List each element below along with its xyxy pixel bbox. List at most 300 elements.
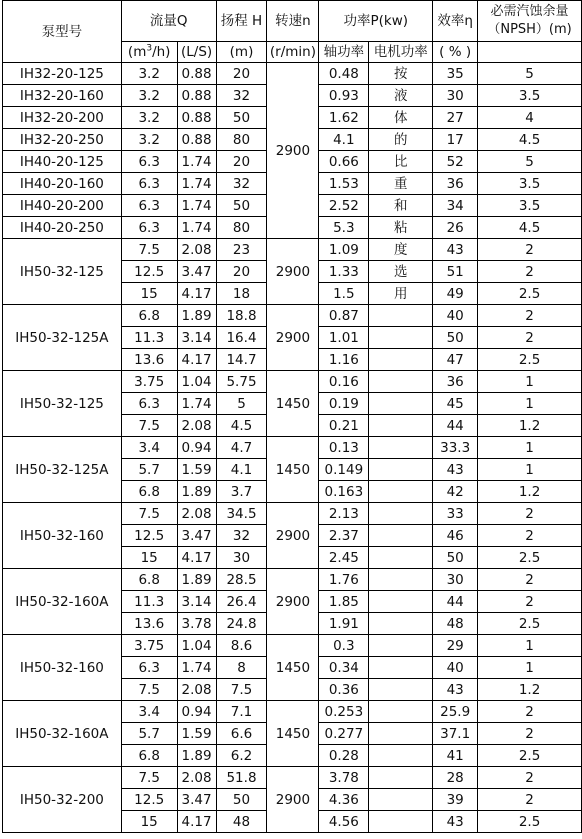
flow-ls-cell: 4.17	[177, 547, 216, 569]
head-cell: 20	[216, 63, 267, 85]
shaft-power-cell: 1.62	[319, 107, 369, 129]
npsh-cell: 3.5	[478, 85, 582, 107]
table-row	[3, 239, 582, 261]
npsh-cell: 1	[478, 371, 582, 393]
flow-ls-cell: 2.08	[177, 503, 216, 525]
shaft-power-cell: 0.21	[319, 415, 369, 437]
motor-power-cell	[369, 393, 433, 415]
flow-m3h-cell: 12.5	[121, 525, 177, 547]
head-cell: 6.6	[216, 723, 267, 745]
speed-cell: 2900	[267, 63, 319, 239]
flow-ls-cell: 3.47	[177, 789, 216, 811]
shaft-power-cell: 1.5	[319, 283, 369, 305]
header-speed: 转速n	[267, 1, 319, 42]
head-cell: 50	[216, 107, 267, 129]
efficiency-cell: 43	[433, 239, 478, 261]
motor-power-cell: 按	[369, 63, 433, 85]
motor-power-cell	[369, 811, 433, 833]
motor-power-cell: 液	[369, 85, 433, 107]
model-cell: IH50-32-125A	[3, 305, 122, 371]
shaft-power-cell: 0.66	[319, 151, 369, 173]
npsh-cell: 1.2	[478, 481, 582, 503]
shaft-power-cell: 0.48	[319, 63, 369, 85]
head-cell: 28.5	[216, 569, 267, 591]
npsh-cell: 2	[478, 305, 582, 327]
model-cell: IH32-20-160	[3, 85, 122, 107]
shaft-power-cell: 1.76	[319, 569, 369, 591]
efficiency-cell: 49	[433, 283, 478, 305]
motor-power-cell	[369, 591, 433, 613]
efficiency-cell: 50	[433, 327, 478, 349]
efficiency-cell: 40	[433, 305, 478, 327]
npsh-cell: 4	[478, 107, 582, 129]
shaft-power-cell: 1.09	[319, 239, 369, 261]
header-head: 扬程 H	[216, 1, 267, 42]
shaft-power-cell: 2.37	[319, 525, 369, 547]
flow-ls-cell: 0.88	[177, 63, 216, 85]
efficiency-cell: 45	[433, 393, 478, 415]
head-cell: 4.7	[216, 437, 267, 459]
shaft-power-cell: 0.34	[319, 657, 369, 679]
flow-m3h-cell: 3.2	[121, 129, 177, 151]
model-cell: IH50-32-200	[3, 767, 122, 833]
head-cell: 4.5	[216, 415, 267, 437]
flow-ls-cell: 2.08	[177, 679, 216, 701]
table-row	[3, 437, 582, 459]
table-row	[3, 63, 582, 85]
head-cell: 14.7	[216, 349, 267, 371]
efficiency-cell: 26	[433, 217, 478, 239]
efficiency-cell: 52	[433, 151, 478, 173]
efficiency-cell: 36	[433, 371, 478, 393]
flow-m3h-cell: 7.5	[121, 415, 177, 437]
motor-power-cell	[369, 481, 433, 503]
flow-ls-cell: 1.59	[177, 459, 216, 481]
head-cell: 26.4	[216, 591, 267, 613]
model-cell: IH32-20-250	[3, 129, 122, 151]
head-cell: 20	[216, 151, 267, 173]
table-row	[3, 371, 582, 393]
npsh-cell: 2.5	[478, 745, 582, 767]
head-cell: 3.7	[216, 481, 267, 503]
shaft-power-cell: 1.16	[319, 349, 369, 371]
header-flow-unit-ls: (L/S)	[177, 42, 216, 63]
efficiency-cell: 36	[433, 173, 478, 195]
flow-m3h-cell: 7.5	[121, 679, 177, 701]
npsh-cell: 1	[478, 393, 582, 415]
flow-ls-cell: 1.89	[177, 481, 216, 503]
shaft-power-cell: 4.1	[319, 129, 369, 151]
flow-m3h-cell: 3.2	[121, 85, 177, 107]
shaft-power-cell: 2.52	[319, 195, 369, 217]
npsh-cell: 2	[478, 723, 582, 745]
flow-m3h-cell: 6.3	[121, 151, 177, 173]
flow-ls-cell: 3.47	[177, 261, 216, 283]
motor-power-cell: 选	[369, 261, 433, 283]
efficiency-cell: 37.1	[433, 723, 478, 745]
npsh-cell: 2	[478, 701, 582, 723]
model-cell: IH50-32-125A	[3, 437, 122, 503]
model-cell: IH32-20-125	[3, 63, 122, 85]
flow-unit-sup: 3	[146, 43, 153, 54]
motor-power-cell	[369, 723, 433, 745]
shaft-power-cell: 1.85	[319, 591, 369, 613]
header-head-unit: (m)	[216, 42, 267, 63]
table-row	[3, 635, 582, 657]
npsh-cell: 1	[478, 437, 582, 459]
flow-ls-cell: 0.88	[177, 107, 216, 129]
efficiency-cell: 42	[433, 481, 478, 503]
efficiency-cell: 41	[433, 745, 478, 767]
flow-ls-cell: 1.04	[177, 635, 216, 657]
flow-ls-cell: 4.17	[177, 349, 216, 371]
npsh-cell: 2	[478, 767, 582, 789]
shaft-power-cell: 0.13	[319, 437, 369, 459]
npsh-cell: 3.5	[478, 195, 582, 217]
header-row-top	[3, 1, 582, 42]
speed-cell: 2900	[267, 767, 319, 833]
npsh-cell: 2	[478, 327, 582, 349]
flow-m3h-cell: 3.2	[121, 63, 177, 85]
efficiency-cell: 17	[433, 129, 478, 151]
motor-power-cell	[369, 327, 433, 349]
speed-cell: 2900	[267, 503, 319, 569]
shaft-power-cell: 0.93	[319, 85, 369, 107]
head-cell: 48	[216, 811, 267, 833]
efficiency-cell: 25.9	[433, 701, 478, 723]
table-row	[3, 305, 582, 327]
flow-m3h-cell: 3.75	[121, 635, 177, 657]
motor-power-cell: 重	[369, 173, 433, 195]
npsh-cell: 2.5	[478, 283, 582, 305]
model-cell: IH32-20-200	[3, 107, 122, 129]
speed-cell: 1450	[267, 371, 319, 437]
shaft-power-cell: 4.36	[319, 789, 369, 811]
head-cell: 32	[216, 525, 267, 547]
efficiency-cell: 27	[433, 107, 478, 129]
npsh-cell: 2.5	[478, 547, 582, 569]
npsh-cell: 2	[478, 569, 582, 591]
flow-ls-cell: 3.78	[177, 613, 216, 635]
flow-ls-cell: 4.17	[177, 811, 216, 833]
flow-m3h-cell: 3.2	[121, 107, 177, 129]
efficiency-cell: 29	[433, 635, 478, 657]
efficiency-cell: 47	[433, 349, 478, 371]
head-cell: 20	[216, 261, 267, 283]
head-cell: 5.75	[216, 371, 267, 393]
shaft-power-cell: 0.28	[319, 745, 369, 767]
npsh-cell: 2	[478, 525, 582, 547]
shaft-power-cell: 0.253	[319, 701, 369, 723]
flow-m3h-cell: 15	[121, 283, 177, 305]
npsh-cell: 4.5	[478, 217, 582, 239]
npsh-cell: 3.5	[478, 173, 582, 195]
flow-m3h-cell: 6.3	[121, 393, 177, 415]
speed-cell: 2900	[267, 305, 319, 371]
shaft-power-cell: 0.149	[319, 459, 369, 481]
shaft-power-cell: 0.87	[319, 305, 369, 327]
flow-ls-cell: 1.59	[177, 723, 216, 745]
flow-m3h-cell: 11.3	[121, 591, 177, 613]
flow-m3h-cell: 7.5	[121, 767, 177, 789]
head-cell: 8.6	[216, 635, 267, 657]
motor-power-cell	[369, 767, 433, 789]
header-model: 泵型号	[3, 1, 122, 63]
table-row	[3, 701, 582, 723]
flow-m3h-cell: 7.5	[121, 503, 177, 525]
flow-ls-cell: 0.94	[177, 701, 216, 723]
flow-m3h-cell: 5.7	[121, 459, 177, 481]
head-cell: 23	[216, 239, 267, 261]
head-cell: 50	[216, 195, 267, 217]
flow-m3h-cell: 13.6	[121, 349, 177, 371]
header-shaft-power: 轴功率	[319, 42, 369, 63]
flow-m3h-cell: 6.8	[121, 745, 177, 767]
flow-m3h-cell: 6.3	[121, 173, 177, 195]
npsh-cell: 2	[478, 503, 582, 525]
head-cell: 4.1	[216, 459, 267, 481]
flow-ls-cell: 2.08	[177, 239, 216, 261]
shaft-power-cell: 0.277	[319, 723, 369, 745]
speed-cell: 2900	[267, 239, 319, 305]
flow-ls-cell: 0.94	[177, 437, 216, 459]
shaft-power-cell: 3.78	[319, 767, 369, 789]
header-npsh-unit	[478, 42, 582, 63]
flow-m3h-cell: 6.8	[121, 481, 177, 503]
motor-power-cell	[369, 349, 433, 371]
motor-power-cell: 粘	[369, 217, 433, 239]
motor-power-cell	[369, 305, 433, 327]
efficiency-cell: 33	[433, 503, 478, 525]
flow-ls-cell: 3.14	[177, 591, 216, 613]
flow-ls-cell: 2.08	[177, 767, 216, 789]
model-cell: IH50-32-160	[3, 635, 122, 701]
head-cell: 16.4	[216, 327, 267, 349]
head-cell: 18	[216, 283, 267, 305]
npsh-cell: 2.5	[478, 613, 582, 635]
motor-power-cell: 度	[369, 239, 433, 261]
motor-power-cell: 体	[369, 107, 433, 129]
motor-power-cell	[369, 525, 433, 547]
shaft-power-cell: 0.16	[319, 371, 369, 393]
head-cell: 30	[216, 547, 267, 569]
flow-ls-cell: 2.08	[177, 415, 216, 437]
speed-cell: 1450	[267, 437, 319, 503]
model-cell: IH50-32-160A	[3, 701, 122, 767]
head-cell: 34.5	[216, 503, 267, 525]
npsh-cell: 2.5	[478, 811, 582, 833]
npsh-cell: 2	[478, 261, 582, 283]
header-speed-unit: (r/min)	[267, 42, 319, 63]
flow-ls-cell: 3.47	[177, 525, 216, 547]
flow-unit-pre: (m	[127, 44, 147, 60]
flow-ls-cell: 1.74	[177, 393, 216, 415]
head-cell: 7.1	[216, 701, 267, 723]
head-cell: 18.8	[216, 305, 267, 327]
motor-power-cell	[369, 459, 433, 481]
header-npsh-line2: （NPSH）(m)	[487, 22, 572, 37]
flow-unit-post: /h)	[152, 44, 171, 60]
shaft-power-cell: 1.33	[319, 261, 369, 283]
efficiency-cell: 43	[433, 679, 478, 701]
pump-spec-table	[2, 0, 582, 833]
npsh-cell: 1.2	[478, 415, 582, 437]
head-cell: 8	[216, 657, 267, 679]
table-row	[3, 569, 582, 591]
head-cell: 80	[216, 217, 267, 239]
efficiency-cell: 43	[433, 459, 478, 481]
table-body	[3, 1, 582, 833]
motor-power-cell	[369, 613, 433, 635]
npsh-cell: 2	[478, 591, 582, 613]
motor-power-cell	[369, 503, 433, 525]
motor-power-cell	[369, 415, 433, 437]
efficiency-cell: 35	[433, 63, 478, 85]
head-cell: 6.2	[216, 745, 267, 767]
motor-power-cell	[369, 371, 433, 393]
npsh-cell: 1.2	[478, 679, 582, 701]
flow-ls-cell: 1.04	[177, 371, 216, 393]
flow-m3h-cell: 15	[121, 811, 177, 833]
header-motor-power: 电机功率	[369, 42, 433, 63]
flow-ls-cell: 1.74	[177, 173, 216, 195]
motor-power-cell	[369, 547, 433, 569]
efficiency-cell: 33.3	[433, 437, 478, 459]
npsh-cell: 2.5	[478, 349, 582, 371]
shaft-power-cell: 2.45	[319, 547, 369, 569]
efficiency-cell: 44	[433, 415, 478, 437]
flow-ls-cell: 1.74	[177, 151, 216, 173]
speed-cell: 1450	[267, 701, 319, 767]
npsh-cell: 5	[478, 63, 582, 85]
flow-m3h-cell: 7.5	[121, 239, 177, 261]
flow-m3h-cell: 12.5	[121, 789, 177, 811]
motor-power-cell	[369, 657, 433, 679]
head-cell: 24.8	[216, 613, 267, 635]
motor-power-cell	[369, 569, 433, 591]
npsh-cell: 1	[478, 635, 582, 657]
npsh-cell: 5	[478, 151, 582, 173]
head-cell: 51.8	[216, 767, 267, 789]
table-row	[3, 767, 582, 789]
flow-m3h-cell: 15	[121, 547, 177, 569]
head-cell: 32	[216, 85, 267, 107]
shaft-power-cell: 0.3	[319, 635, 369, 657]
header-power: 功率P(kw)	[319, 1, 433, 42]
shaft-power-cell: 1.53	[319, 173, 369, 195]
motor-power-cell	[369, 437, 433, 459]
flow-ls-cell: 1.74	[177, 217, 216, 239]
header-efficiency: 效率η	[433, 1, 478, 42]
motor-power-cell	[369, 745, 433, 767]
flow-m3h-cell: 3.75	[121, 371, 177, 393]
flow-m3h-cell: 11.3	[121, 327, 177, 349]
motor-power-cell: 的	[369, 129, 433, 151]
model-cell: IH40-20-160	[3, 173, 122, 195]
table-row	[3, 503, 582, 525]
npsh-cell: 2	[478, 239, 582, 261]
model-cell: IH40-20-125	[3, 151, 122, 173]
header-flow-unit-m3h	[121, 42, 177, 63]
efficiency-cell: 34	[433, 195, 478, 217]
shaft-power-cell: 0.36	[319, 679, 369, 701]
model-cell: IH50-32-160A	[3, 569, 122, 635]
motor-power-cell: 比	[369, 151, 433, 173]
shaft-power-cell: 0.163	[319, 481, 369, 503]
flow-m3h-cell: 13.6	[121, 613, 177, 635]
npsh-cell: 1	[478, 459, 582, 481]
head-cell: 80	[216, 129, 267, 151]
flow-m3h-cell: 6.8	[121, 569, 177, 591]
flow-ls-cell: 1.74	[177, 657, 216, 679]
motor-power-cell: 用	[369, 283, 433, 305]
motor-power-cell: 和	[369, 195, 433, 217]
shaft-power-cell: 1.91	[319, 613, 369, 635]
flow-ls-cell: 1.89	[177, 745, 216, 767]
flow-ls-cell: 0.88	[177, 85, 216, 107]
shaft-power-cell: 1.01	[319, 327, 369, 349]
flow-m3h-cell: 12.5	[121, 261, 177, 283]
model-cell: IH40-20-200	[3, 195, 122, 217]
efficiency-cell: 40	[433, 657, 478, 679]
efficiency-cell: 30	[433, 569, 478, 591]
speed-cell: 1450	[267, 635, 319, 701]
shaft-power-cell: 5.3	[319, 217, 369, 239]
head-cell: 5	[216, 393, 267, 415]
head-cell: 32	[216, 173, 267, 195]
flow-m3h-cell: 6.8	[121, 305, 177, 327]
flow-ls-cell: 1.74	[177, 195, 216, 217]
header-npsh-line1: 必需汽蚀余量	[490, 4, 569, 19]
efficiency-cell: 48	[433, 613, 478, 635]
flow-ls-cell: 0.88	[177, 129, 216, 151]
efficiency-cell: 43	[433, 811, 478, 833]
efficiency-cell: 46	[433, 525, 478, 547]
model-cell: IH50-32-125	[3, 371, 122, 437]
shaft-power-cell: 2.13	[319, 503, 369, 525]
model-cell: IH50-32-160	[3, 503, 122, 569]
flow-m3h-cell: 6.3	[121, 217, 177, 239]
efficiency-cell: 50	[433, 547, 478, 569]
efficiency-cell: 28	[433, 767, 478, 789]
head-cell: 7.5	[216, 679, 267, 701]
motor-power-cell	[369, 635, 433, 657]
header-eff-unit: ( % )	[433, 42, 478, 63]
motor-power-cell	[369, 679, 433, 701]
efficiency-cell: 30	[433, 85, 478, 107]
motor-power-cell	[369, 701, 433, 723]
header-flow: 流量Q	[121, 1, 216, 42]
npsh-cell: 1	[478, 657, 582, 679]
efficiency-cell: 44	[433, 591, 478, 613]
shaft-power-cell: 0.19	[319, 393, 369, 415]
model-cell: IH40-20-250	[3, 217, 122, 239]
speed-cell: 2900	[267, 569, 319, 635]
head-cell: 50	[216, 789, 267, 811]
shaft-power-cell: 4.56	[319, 811, 369, 833]
flow-m3h-cell: 3.4	[121, 437, 177, 459]
flow-ls-cell: 1.89	[177, 305, 216, 327]
npsh-cell: 4.5	[478, 129, 582, 151]
flow-m3h-cell: 5.7	[121, 723, 177, 745]
header-npsh	[478, 1, 582, 42]
model-cell: IH50-32-125	[3, 239, 122, 305]
flow-m3h-cell: 6.3	[121, 657, 177, 679]
flow-ls-cell: 1.89	[177, 569, 216, 591]
flow-m3h-cell: 3.4	[121, 701, 177, 723]
efficiency-cell: 39	[433, 789, 478, 811]
flow-ls-cell: 3.14	[177, 327, 216, 349]
